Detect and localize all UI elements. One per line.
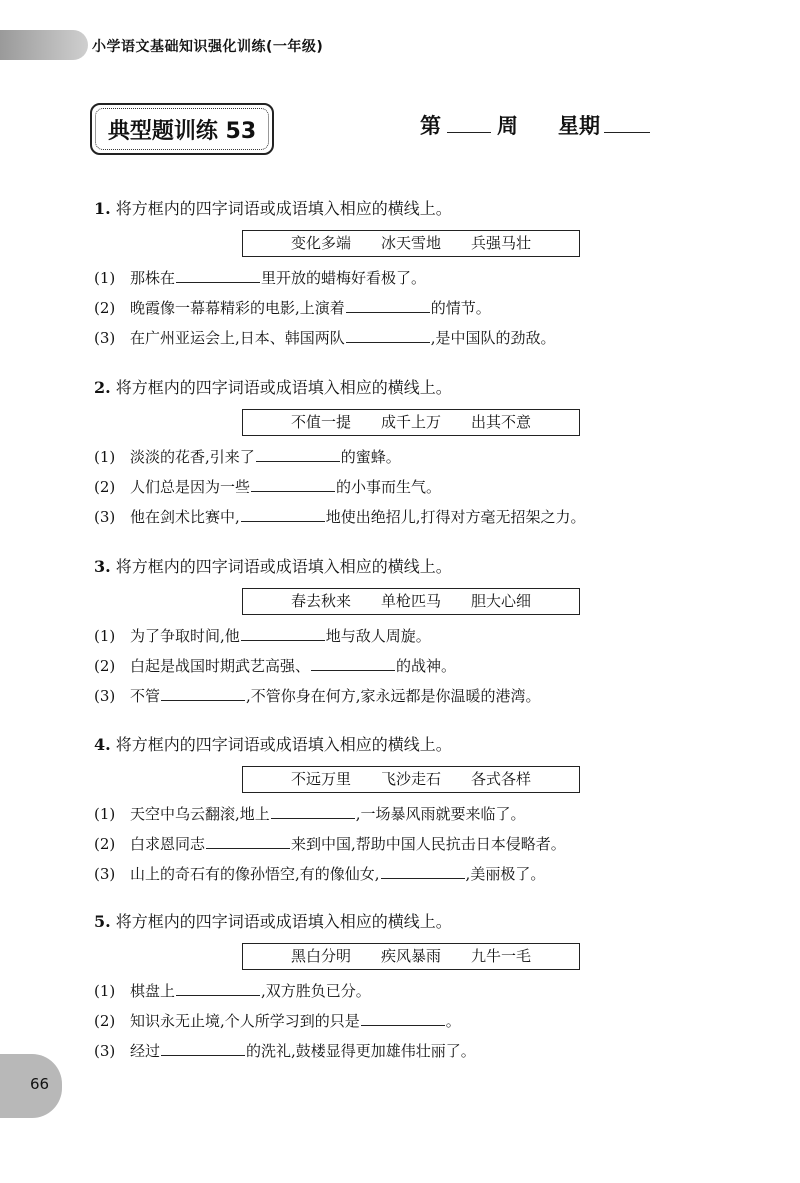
question-number: 2. <box>94 378 111 397</box>
answer-blank[interactable] <box>251 475 335 492</box>
word-option: 九牛一毛 <box>471 947 532 965</box>
word-option: 黑白分明 <box>290 947 351 965</box>
question-number: 5. <box>94 912 111 931</box>
question-2 <box>94 375 734 532</box>
question-item: (3) 山上的奇石有的像孙悟空,有的像仙女, ,美丽极了。 <box>94 859 734 889</box>
question-item: (3) 经过 的洗礼,鼓楼显得更加雄伟壮丽了。 <box>94 1036 734 1066</box>
question-instruction: 将方框内的四字词语或成语填入相应的横线上。 <box>115 912 452 931</box>
question-instruction: 将方框内的四字词语或成语填入相应的横线上。 <box>115 199 452 218</box>
question-item: (2) 人们总是因为一些 的小事而生气。 <box>94 472 734 502</box>
exercise-title: 典型题训练 53 <box>107 119 257 144</box>
question-3 <box>94 554 734 711</box>
question-number: 1. <box>94 199 111 218</box>
question-item: (1) 棋盘上 ,双方胜负已分。 <box>94 976 734 1006</box>
word-option: 冰天雪地 <box>380 234 441 252</box>
question-item: (2) 白起是战国时期武艺高强、 的战神。 <box>94 651 734 681</box>
word-option: 出其不意 <box>471 413 532 431</box>
week-line <box>420 110 650 140</box>
answer-blank[interactable] <box>161 684 245 701</box>
exercise-title-box <box>90 103 274 155</box>
answer-blank[interactable] <box>271 802 355 819</box>
word-box <box>242 230 580 257</box>
question-item: (3) 他在剑术比赛中, 地使出绝招儿,打得对方毫无招架之力。 <box>94 502 734 532</box>
weekday-label: 星期 <box>558 113 600 138</box>
answer-blank[interactable] <box>346 296 430 313</box>
word-box <box>242 588 580 615</box>
header-band <box>0 30 88 60</box>
question-item: (2) 白求恩同志 来到中国,帮助中国人民抗击日本侵略者。 <box>94 829 734 859</box>
answer-blank[interactable] <box>256 445 340 462</box>
answer-blank[interactable] <box>381 862 465 879</box>
question-item: (2) 晚霞像一幕幕精彩的电影,上演着 的情节。 <box>94 293 734 323</box>
word-option: 各式各样 <box>471 770 532 788</box>
question-header <box>94 909 734 935</box>
word-option: 胆大心细 <box>471 592 532 610</box>
word-box <box>242 766 580 793</box>
question-number: 3. <box>94 557 111 576</box>
question-item: (1) 天空中乌云翻滚,地上 ,一场暴风雨就要来临了。 <box>94 799 734 829</box>
word-option: 兵强马壮 <box>471 234 532 252</box>
book-title: 小学语文基础知识强化训练(一年级) <box>92 39 324 55</box>
word-option: 不远万里 <box>290 770 351 788</box>
question-header <box>94 732 734 758</box>
week-prefix: 第 <box>420 113 441 138</box>
question-header <box>94 375 734 401</box>
answer-blank[interactable] <box>206 832 290 849</box>
question-instruction: 将方框内的四字词语或成语填入相应的横线上。 <box>115 735 452 754</box>
answer-blank[interactable] <box>241 624 325 641</box>
question-header <box>94 554 734 580</box>
question-item: (1) 那株在 里开放的蜡梅好看极了。 <box>94 263 734 293</box>
answer-blank[interactable] <box>176 979 260 996</box>
question-instruction: 将方框内的四字词语或成语填入相应的横线上。 <box>115 557 452 576</box>
weekday-blank[interactable] <box>604 114 650 133</box>
answer-blank[interactable] <box>311 654 395 671</box>
answer-blank[interactable] <box>241 505 325 522</box>
week-suffix: 周 <box>497 113 518 138</box>
word-option: 不值一提 <box>290 413 351 431</box>
question-item: (3) 在广州亚运会上,日本、韩国两队 ,是中国队的劲敌。 <box>94 323 734 353</box>
answer-blank[interactable] <box>346 326 430 343</box>
word-option: 春去秋来 <box>290 592 351 610</box>
question-item: (1) 淡淡的花香,引来了 的蜜蜂。 <box>94 442 734 472</box>
answer-blank[interactable] <box>161 1039 245 1056</box>
word-option: 疾风暴雨 <box>380 947 441 965</box>
page-number: 66 <box>30 1075 50 1093</box>
word-option: 单枪匹马 <box>380 592 441 610</box>
question-5 <box>94 909 734 1066</box>
word-option: 成千上万 <box>380 413 441 431</box>
week-blank[interactable] <box>447 114 491 133</box>
answer-blank[interactable] <box>361 1009 445 1026</box>
question-item: (1) 为了争取时间,他 地与敌人周旋。 <box>94 621 734 651</box>
word-box <box>242 409 580 436</box>
answer-blank[interactable] <box>176 266 260 283</box>
question-item: (3) 不管 ,不管你身在何方,家永远都是你温暖的港湾。 <box>94 681 734 711</box>
question-4 <box>94 732 734 889</box>
word-box <box>242 943 580 970</box>
word-option: 飞沙走石 <box>380 770 441 788</box>
question-header <box>94 196 734 222</box>
question-number: 4. <box>94 735 111 754</box>
question-instruction: 将方框内的四字词语或成语填入相应的横线上。 <box>115 378 452 397</box>
question-item: (2) 知识永无止境,个人所学习到的只是 。 <box>94 1006 734 1036</box>
question-1 <box>94 196 734 353</box>
word-option: 变化多端 <box>290 234 351 252</box>
